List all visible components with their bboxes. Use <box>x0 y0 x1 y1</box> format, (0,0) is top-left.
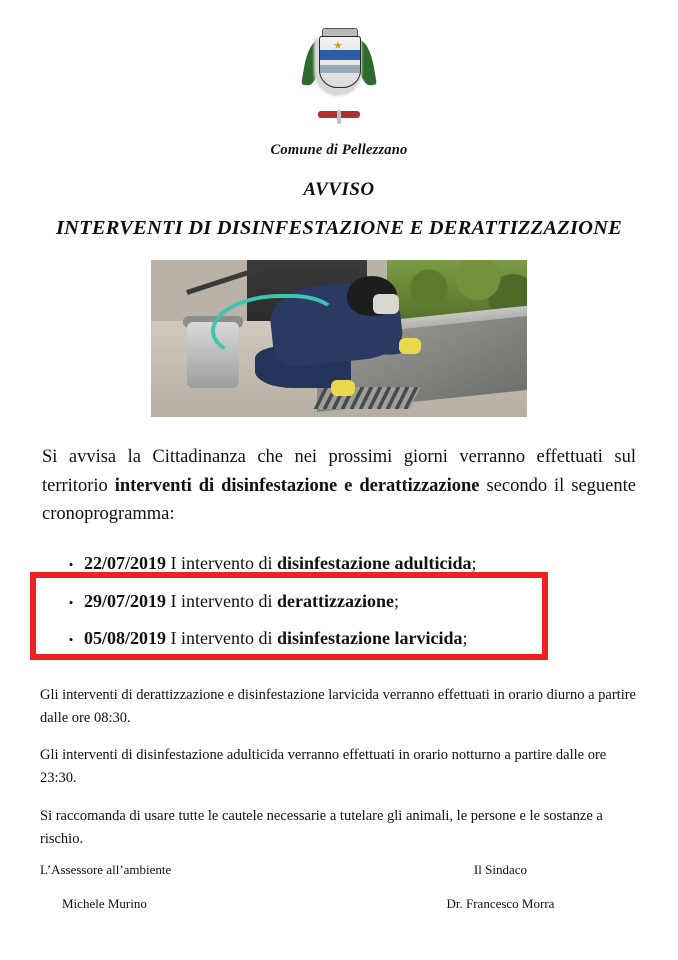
signature-right <box>363 862 638 912</box>
bullet-icon: • <box>68 632 74 648</box>
list-item <box>58 553 638 575</box>
signature-left <box>40 862 315 912</box>
schedule-list <box>40 553 638 650</box>
schedule-entry <box>84 591 399 613</box>
schedule-end: ; <box>471 553 477 574</box>
bullet-icon: • <box>68 594 74 610</box>
star-icon: ★ <box>333 40 343 52</box>
intro-part-1: Si avvisa la Cittadinanza che nei prossimi giorni verranno effettuati sul territorio <box>42 447 636 496</box>
note-paragraph: Gli interventi di derattizzazione e disinfestazione larvicida verranno effettuati in orario diurno a partire dalle ore 08:30. <box>40 686 636 726</box>
notes-section <box>40 684 638 851</box>
signature-name: Dr. Francesco Morra <box>446 896 555 911</box>
municipal-crest-icon <box>302 32 376 124</box>
signature-role: L’Assessore all’ambiente <box>40 862 172 877</box>
list-item <box>58 591 638 613</box>
worker-glove-left <box>331 380 355 396</box>
schedule-entry <box>84 553 477 575</box>
avviso-heading: AVVISO <box>303 179 375 200</box>
schedule-middle: I intervento di <box>166 628 277 649</box>
schedule-middle: I intervento di <box>166 553 277 574</box>
schedule-middle: I intervento di <box>166 590 277 611</box>
signature-name: Michele Murino <box>62 896 147 911</box>
shield-icon <box>319 36 361 88</box>
schedule-end: ; <box>462 628 468 649</box>
crest-container <box>40 0 638 124</box>
schedule-type: derattizzazione <box>277 590 394 611</box>
schedule-entry <box>84 628 468 650</box>
comune-title: Comune di Pellezzano <box>270 142 408 158</box>
intro-part-2: secondo il seguente cronoprogramma: <box>42 475 636 525</box>
schedule-date: 22/07/2019 <box>84 553 167 574</box>
note-paragraph: Si raccomanda di usare tutte le cautele necessarie a tutelare gli animali, le persone e le sostanze a rischio. <box>40 807 603 847</box>
schedule-end: ; <box>393 590 399 611</box>
note-paragraph: Gli interventi di disinfestazione adulticida verranno effettuati in orario notturno a partire dalle ore 23:30. <box>40 747 607 787</box>
schedule-type: disinfestazione larvicida <box>277 628 463 649</box>
schedule-type: disinfestazione adulticida <box>277 553 472 574</box>
signatures-section <box>40 862 638 912</box>
photo-container <box>40 260 638 417</box>
signature-row <box>40 862 638 912</box>
notice-subtitle: INTERVENTI DI DISINFESTAZIONE E DERATTIZZAZIONE <box>55 217 623 239</box>
schedule-date: 29/07/2019 <box>84 590 167 611</box>
bullet-icon: • <box>68 557 74 573</box>
worker-mask <box>373 294 399 314</box>
intro-bold: interventi di disinfestazione e derattizzazione <box>114 475 480 496</box>
drain-grate <box>314 387 421 409</box>
sprayer-hose <box>211 294 339 362</box>
signature-role: Il Sindaco <box>473 862 527 877</box>
intro-paragraph <box>40 443 638 529</box>
schedule-date: 05/08/2019 <box>84 628 167 649</box>
crest-stem <box>337 110 341 124</box>
worker-glove-right <box>399 338 421 354</box>
list-item <box>58 628 638 650</box>
disinfestation-photo <box>151 260 527 417</box>
shield-band-secondary <box>320 65 360 73</box>
